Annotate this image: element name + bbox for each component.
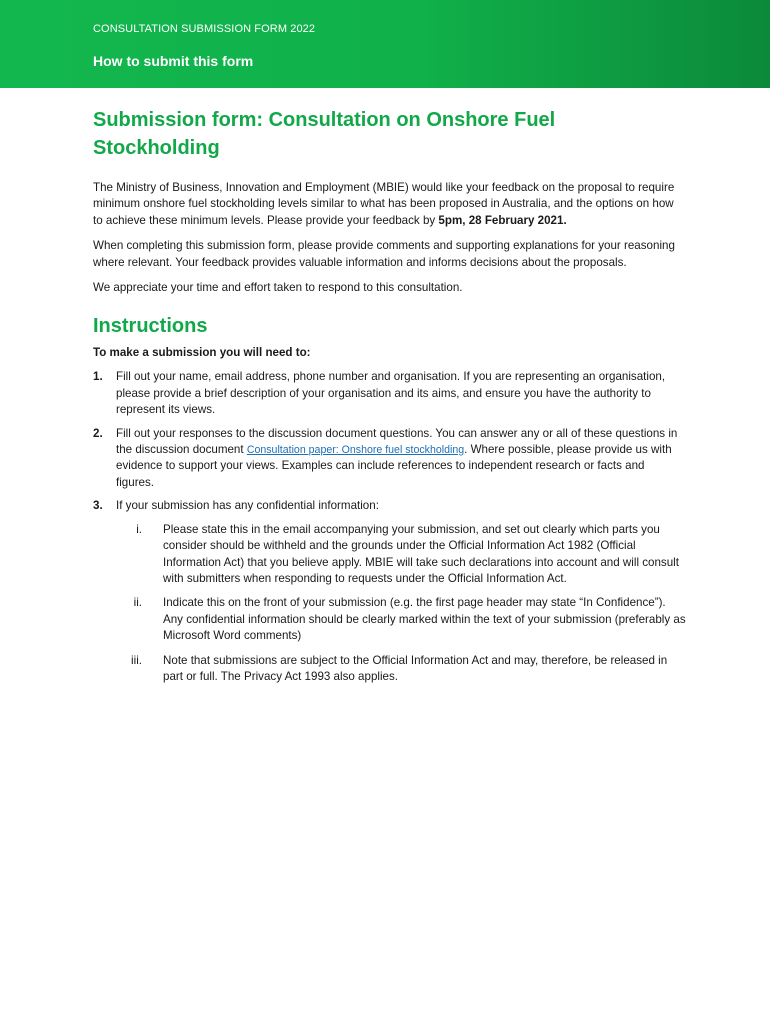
list-item	[116, 653, 687, 686]
form-series-label: CONSULTATION SUBMISSION FORM 2022	[93, 23, 316, 35]
instructions-list	[93, 369, 686, 685]
sub-step-text: Note that submissions are subject to the Official Information Act and may, therefore, be released in part or full. The Privacy Act 1993 also applies.	[163, 653, 668, 683]
step-text-continued: . Where possible, please provide us with evidence to support your views. Examples can include references to independent research or facts and figures.	[116, 443, 672, 489]
deadline-text: 5pm, 28 February 2021.	[438, 213, 567, 227]
step-number: 3.	[93, 499, 103, 513]
guidance-paragraph: When completing this submission form, please provide comments and supporting explanations for your reasoning where relevant. Your feedback provides valuable information and informs decisions about the proposals.	[93, 239, 675, 269]
step-text: Fill out your name, email address, phone number and organisation. If you are representing an organisation, please provide a brief description of your organisation and its aims, and ensure you have the authority to represent its views.	[116, 370, 666, 417]
sub-step-number: i.	[136, 522, 142, 536]
list-item	[116, 595, 687, 644]
confidential-sublist	[116, 522, 686, 686]
list-item	[93, 498, 686, 685]
intro-paragraph	[93, 180, 683, 229]
step-text: If your submission has any confidential information:	[116, 499, 379, 513]
document-body	[93, 106, 686, 693]
appreciation-paragraph: We appreciate your time and effort taken to respond to this consultation.	[93, 281, 463, 295]
sub-step-text: Indicate this on the front of your submission (e.g. the first page header may state “In Confidence”). Any confidential information should be clearly marked within the text of your submission (preferably as Microsoft Word comments)	[163, 596, 686, 643]
step-number: 1.	[93, 370, 103, 384]
sub-step-text: Please state this in the email accompanying your submission, and set out clearly which parts you consider should be withheld and the grounds under the Official Information Act 1982 (Official Information Act) that you believe apply. MBIE will take such declarations into account and will consult with submitters when responding to requests under the Official Information Act.	[163, 522, 679, 585]
sub-step-number: ii.	[133, 596, 142, 610]
step-text: Fill out your responses to the discussion document questions. You can answer any or all of these questions in the discussion document	[116, 426, 678, 457]
sub-step-number: iii.	[131, 653, 142, 667]
list-item	[93, 426, 683, 492]
instructions-lead: To make a submission you will need to:	[93, 346, 311, 360]
instructions-heading: Instructions	[93, 315, 208, 338]
intro-text: The Ministry of Business, Innovation and Employment (MBIE) would like your feedback on the proposal to require minimum onshore fuel stockholding levels similar to what has been proposed in Australia, and the options on how to achieve these minimum levels. Please provide your feedback by	[93, 181, 675, 227]
page-title: Submission form: Consultation on Onshore Fuel Stockholding	[93, 109, 556, 159]
header-band	[0, 0, 770, 88]
list-item	[116, 522, 687, 588]
list-item	[93, 369, 683, 418]
consultation-paper-link[interactable]: Consultation paper: Onshore fuel stockholding	[246, 444, 465, 457]
header-subtitle: How to submit this form	[93, 53, 254, 69]
step-number: 2.	[93, 426, 103, 440]
